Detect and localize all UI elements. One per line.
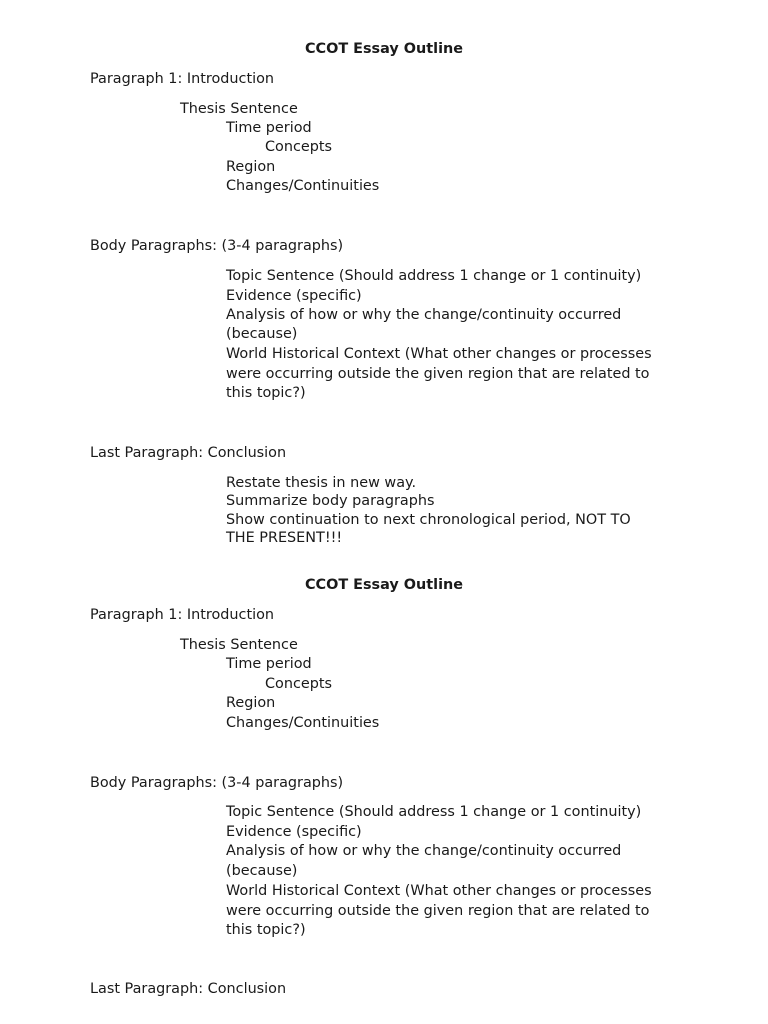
body-line: were occurring outside the given region that are related to — [226, 903, 650, 919]
document-title: CCOT Essay Outline — [304, 41, 464, 57]
thesis-label: Thesis Sentence — [180, 101, 298, 117]
intro-heading: Paragraph 1: Introduction — [90, 607, 275, 623]
conclusion-heading: Last Paragraph: Conclusion — [90, 981, 287, 997]
thesis-item: Concepts — [265, 676, 333, 692]
body-line: were occurring outside the given region that are related to — [226, 366, 650, 382]
conclusion-line: Restate thesis in new way. — [226, 475, 417, 491]
body-line: (because) — [226, 863, 298, 879]
body-line: Topic Sentence (Should address 1 change or 1 continuity) — [226, 804, 642, 820]
conclusion-line: THE PRESENT!!! — [226, 530, 343, 546]
thesis-item: Time period — [226, 656, 312, 672]
body-heading: Body Paragraphs: (3-4 paragraphs) — [90, 238, 344, 254]
body-line: Analysis of how or why the change/continuity occurred — [226, 843, 622, 859]
thesis-label: Thesis Sentence — [180, 637, 298, 653]
body-line: Evidence (specific) — [226, 288, 362, 304]
thesis-item: Changes/Continuities — [226, 178, 380, 194]
body-line: World Historical Context (What other changes or processes — [226, 883, 652, 899]
body-line: World Historical Context (What other changes or processes — [226, 346, 652, 362]
body-line: Analysis of how or why the change/continuity occurred — [226, 307, 622, 323]
thesis-item: Time period — [226, 120, 312, 136]
body-heading: Body Paragraphs: (3-4 paragraphs) — [90, 775, 344, 791]
thesis-item: Changes/Continuities — [226, 715, 380, 731]
body-line: (because) — [226, 326, 298, 342]
thesis-item: Region — [226, 159, 276, 175]
body-line: Topic Sentence (Should address 1 change or 1 continuity) — [226, 268, 642, 284]
conclusion-line: Show continuation to next chronological period, NOT TO — [226, 512, 631, 528]
document-title: CCOT Essay Outline — [304, 577, 464, 593]
body-line: this topic?) — [226, 922, 306, 938]
body-line: Evidence (specific) — [226, 824, 362, 840]
body-line: this topic?) — [226, 385, 306, 401]
thesis-item: Region — [226, 695, 276, 711]
conclusion-heading: Last Paragraph: Conclusion — [90, 445, 287, 461]
conclusion-line: Summarize body paragraphs — [226, 493, 435, 509]
intro-heading: Paragraph 1: Introduction — [90, 71, 275, 87]
thesis-item: Concepts — [265, 139, 333, 155]
